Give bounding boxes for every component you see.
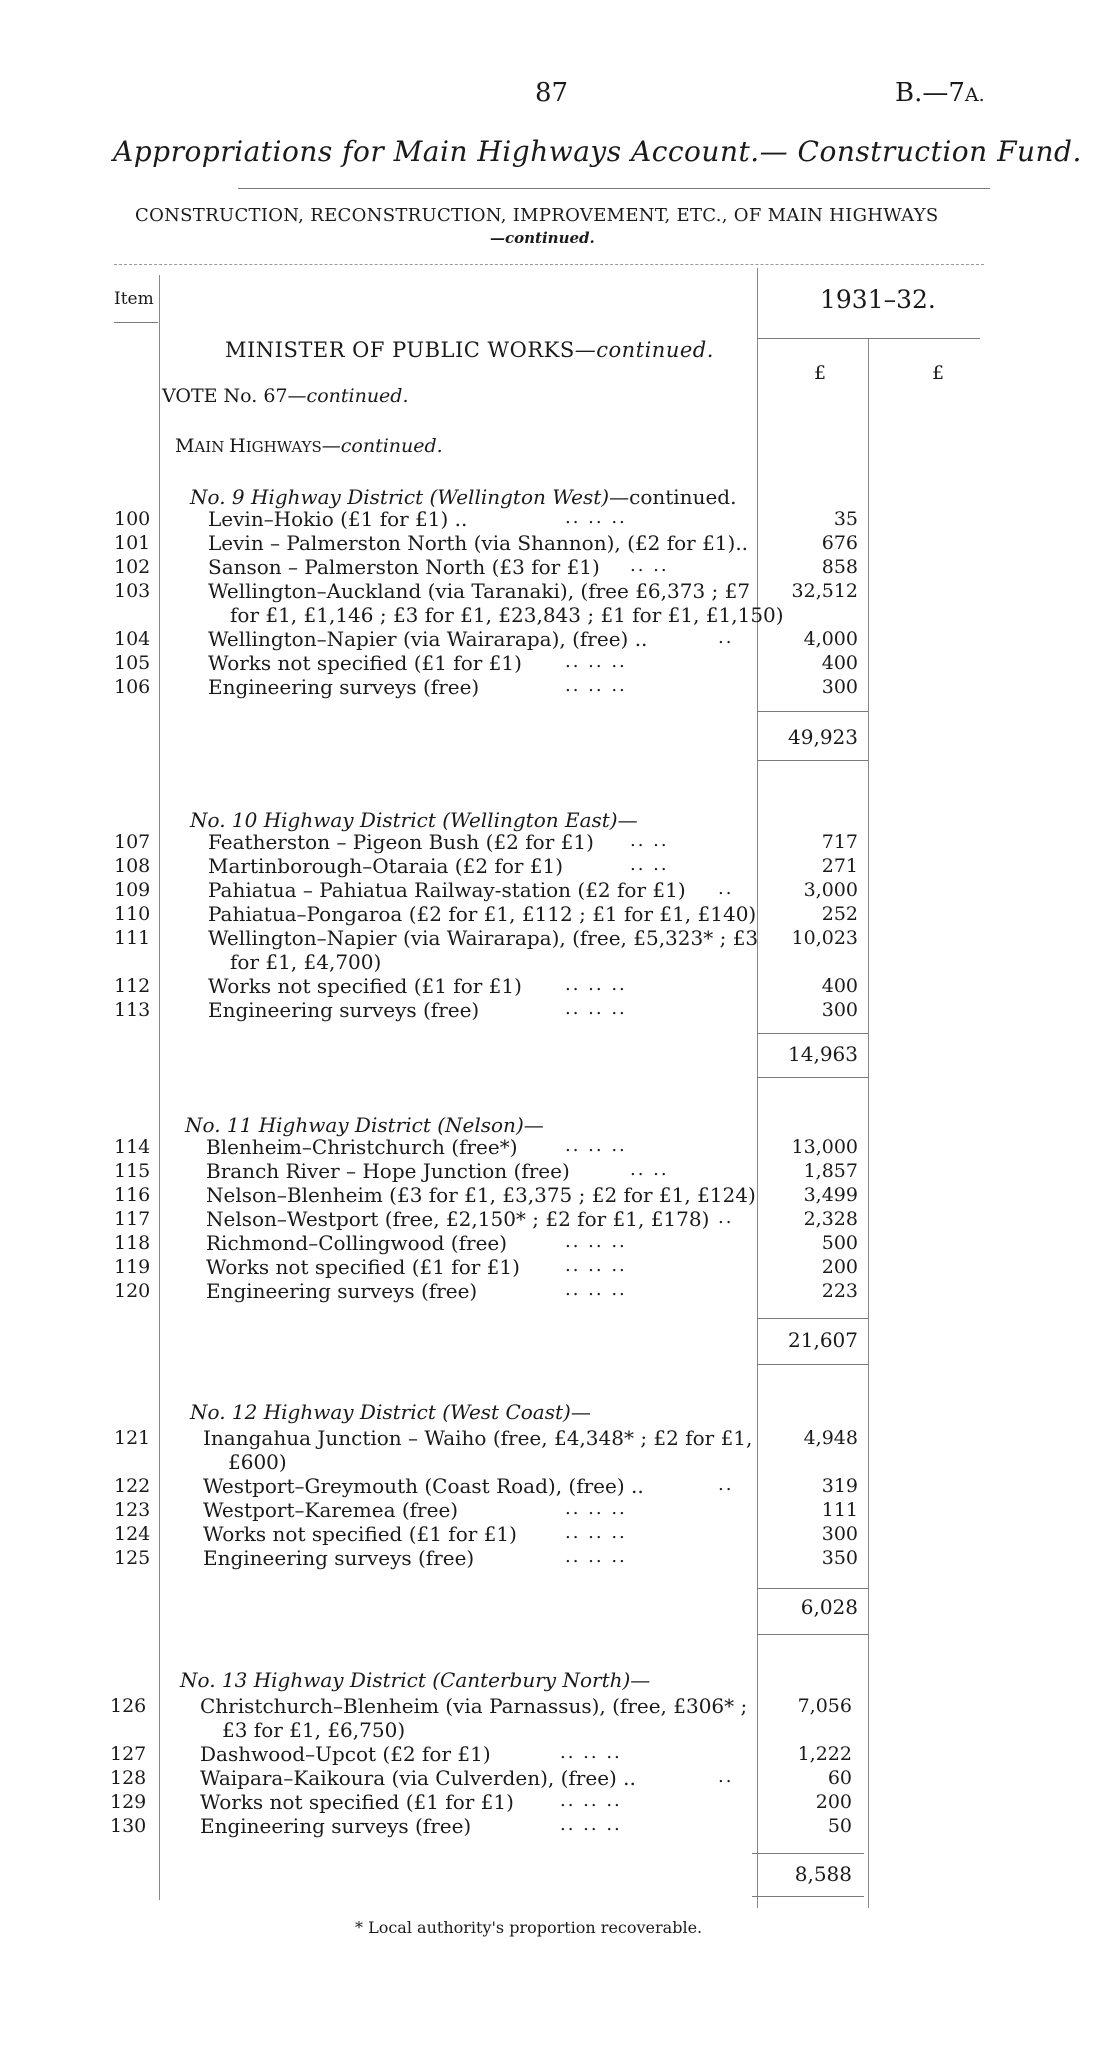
leader-dots: .. .. ..: [565, 1279, 627, 1300]
item-amount: 200: [815, 1791, 852, 1813]
document-reference-main: B.—7: [895, 78, 965, 108]
leader-dots: .. .. ..: [565, 1498, 627, 1519]
item-label: Christchurch–Blenheim (via Parnassus), (free, £306* ;: [200, 1694, 748, 1718]
item-label-continuation: £3 for £1, £6,750): [222, 1718, 406, 1742]
district-name: No. 11 Highway District (Nelson): [185, 1113, 524, 1137]
district-heading: [190, 1400, 591, 1424]
item-number: 107: [114, 831, 151, 853]
district-total: 6,028: [800, 1595, 858, 1619]
title-rule: [238, 188, 990, 189]
item-amount: 1,222: [797, 1743, 852, 1765]
item-label: Engineering surveys (free): [206, 1279, 478, 1303]
leader-dots: .. .. ..: [565, 1231, 627, 1252]
minister-name: MINISTER OF PUBLIC WORKS: [225, 338, 575, 362]
leader-dots: .. ..: [630, 830, 669, 851]
item-number: 100: [114, 508, 151, 530]
vote-continued: —continued.: [287, 385, 409, 407]
item-number: 103: [114, 580, 151, 602]
item-number: 115: [114, 1160, 151, 1182]
item-number: 113: [114, 999, 151, 1021]
leader-dots: ..: [718, 1207, 734, 1228]
amount-column-left-divider: [757, 268, 758, 1908]
item-label: Levin–Hokio (£1 for £1) ..: [208, 507, 468, 531]
item-label: Wellington–Auckland (via Taranaki), (free £6,373 ; £7: [208, 579, 751, 603]
district-total: 14,963: [788, 1042, 858, 1066]
item-amount: 1,857: [803, 1160, 858, 1182]
item-amount: 300: [821, 676, 858, 698]
section-subtitle-continued: —continued.: [490, 229, 595, 247]
item-amount: 252: [821, 903, 858, 925]
district-heading-suffix: —continued.: [609, 485, 737, 509]
district-total: 21,607: [788, 1328, 858, 1352]
document-reference-suffix: A.: [964, 84, 985, 106]
leader-dots: .. .. ..: [565, 675, 627, 696]
item-number: 105: [114, 652, 151, 674]
main-highways-heading: [175, 435, 443, 457]
item-number: 111: [114, 927, 151, 949]
item-label: Works not specified (£1 for £1): [208, 651, 522, 675]
district-heading-suffix: —: [570, 1400, 591, 1424]
item-amount: 676: [821, 532, 858, 554]
item-label-continuation: £600): [228, 1450, 287, 1474]
main-highways-ighways: IGHWAYS: [245, 438, 322, 456]
total-rule: [757, 1634, 868, 1635]
item-amount: 3,499: [803, 1184, 858, 1206]
district-heading: [185, 1113, 544, 1137]
item-amount: 10,023: [791, 927, 858, 949]
leader-dots: .. .. ..: [565, 998, 627, 1019]
currency-label-1: £: [814, 362, 827, 384]
leader-dots: .. .. ..: [560, 1814, 622, 1835]
district-heading-suffix: —: [523, 1113, 544, 1137]
leader-dots: .. .. ..: [565, 651, 627, 672]
district-total: 49,923: [788, 725, 858, 749]
item-label: Wellington–Napier (via Wairarapa), (free) ..: [208, 627, 648, 651]
vote-heading: [162, 385, 409, 407]
item-number: 106: [114, 676, 151, 698]
item-number: 120: [114, 1280, 151, 1302]
item-amount: 4,948: [803, 1427, 858, 1449]
item-label: Richmond–Collingwood (free): [206, 1231, 508, 1255]
item-number: 124: [114, 1523, 151, 1545]
item-number: 110: [114, 903, 151, 925]
district-heading-suffix: —: [617, 808, 638, 832]
item-number: 127: [110, 1743, 147, 1765]
district-name: No. 9 Highway District (Wellington West): [190, 485, 610, 509]
item-amount: 350: [821, 1547, 858, 1569]
item-number: 118: [114, 1232, 151, 1254]
leader-dots: ..: [718, 1474, 734, 1495]
leader-dots: .. ..: [630, 1159, 669, 1180]
item-number: 123: [114, 1499, 151, 1521]
main-highways-m: M: [175, 435, 195, 457]
item-label: Nelson–Blenheim (£3 for £1, £3,375 ; £2 for £1, £124): [206, 1183, 756, 1207]
item-number: 108: [114, 855, 151, 877]
subtotal-rule: [757, 1588, 868, 1589]
item-amount: 3,000: [803, 879, 858, 901]
item-number: 126: [110, 1695, 147, 1717]
leader-dots: .. ..: [630, 854, 669, 875]
leader-dots: .. .. ..: [565, 1522, 627, 1543]
item-label-continuation: for £1, £4,700): [230, 950, 382, 974]
subtotal-rule: [757, 1033, 868, 1034]
leader-dots: .. .. ..: [565, 1546, 627, 1567]
item-label: Dashwood–Upcot (£2 for £1): [200, 1742, 491, 1766]
total-rule: [757, 1077, 868, 1078]
item-column-header: Item: [114, 289, 154, 309]
item-amount: 300: [821, 999, 858, 1021]
item-label: Levin – Palmerston North (via Shannon), (£2 for £1)..: [208, 531, 749, 555]
district-heading: [190, 808, 638, 832]
item-number: 101: [114, 532, 151, 554]
subtotal-rule: [752, 1853, 864, 1854]
item-amount: 319: [821, 1475, 858, 1497]
minister-continued: —continued.: [574, 338, 714, 362]
item-number: 114: [114, 1136, 151, 1158]
item-amount: 200: [821, 1256, 858, 1278]
item-amount: 717: [821, 831, 858, 853]
total-rule: [757, 760, 868, 761]
item-number: 128: [110, 1767, 147, 1789]
district-heading: [180, 1668, 650, 1692]
document-reference: [895, 78, 985, 108]
item-number: 125: [114, 1547, 151, 1569]
leader-dots: .. .. ..: [560, 1790, 622, 1811]
currency-label-2: £: [932, 362, 945, 384]
total-rule: [757, 1364, 868, 1365]
item-number: 109: [114, 879, 151, 901]
item-amount: 35: [833, 508, 858, 530]
leader-dots: ..: [718, 627, 734, 648]
item-amount: 32,512: [791, 580, 858, 602]
item-label: Engineering surveys (free): [208, 998, 480, 1022]
page-title: Appropriations for Main Highways Account.— Construction Fund.: [113, 135, 1082, 168]
item-label: Featherston – Pigeon Bush (£2 for £1): [208, 830, 594, 854]
item-label: Engineering surveys (free): [200, 1814, 472, 1838]
item-label: Inangahua Junction – Waiho (free, £4,348* ; £2 for £1,: [203, 1426, 753, 1450]
leader-dots: ..: [718, 878, 734, 899]
district-name: No. 12 Highway District (West Coast): [190, 1400, 571, 1424]
item-number: 116: [114, 1184, 151, 1206]
item-label: Westport–Greymouth (Coast Road), (free) ..: [203, 1474, 644, 1498]
item-column-divider: [159, 275, 160, 1900]
item-number: 129: [110, 1791, 147, 1813]
leader-dots: .. ..: [630, 555, 669, 576]
item-label: Engineering surveys (free): [208, 675, 480, 699]
item-number: 112: [114, 975, 151, 997]
item-header-rule: [114, 322, 158, 323]
subtotal-rule: [757, 711, 868, 712]
item-amount: 60: [827, 1767, 852, 1789]
item-amount: 858: [821, 556, 858, 578]
district-heading-suffix: —: [630, 1668, 651, 1692]
district-name: No. 10 Highway District (Wellington East): [190, 808, 618, 832]
item-label: Works not specified (£1 for £1): [208, 974, 522, 998]
item-number: 104: [114, 628, 151, 650]
item-amount: 111: [821, 1499, 858, 1521]
item-label: Westport–Karemea (free): [203, 1498, 459, 1522]
item-number: 130: [110, 1815, 147, 1837]
item-amount: 2,328: [803, 1208, 858, 1230]
leader-dots: .. .. ..: [565, 507, 627, 528]
item-amount: 13,000: [791, 1136, 858, 1158]
vote-number: VOTE No. 67: [162, 385, 288, 407]
district-name: No. 13 Highway District (Canterbury North): [180, 1668, 631, 1692]
item-label-continuation: for £1, £1,146 ; £3 for £1, £23,843 ; £1 for £1, £1,150): [230, 603, 784, 627]
item-label: Blenheim–Christchurch (free*): [206, 1135, 518, 1159]
item-amount: 7,056: [797, 1695, 852, 1717]
minister-heading: [225, 338, 714, 362]
year-column-header: 1931–32.: [820, 285, 936, 314]
item-label: Engineering surveys (free): [203, 1546, 475, 1570]
leader-dots: .. .. ..: [565, 1135, 627, 1156]
item-label: Works not specified (£1 for £1): [203, 1522, 517, 1546]
item-amount: 400: [821, 975, 858, 997]
item-number: 119: [114, 1256, 151, 1278]
item-amount: 50: [827, 1815, 852, 1837]
leader-dots: .. .. ..: [565, 974, 627, 995]
leader-dots: .. .. ..: [565, 1255, 627, 1276]
item-label: Wellington–Napier (via Wairarapa), (free, £5,323* ; £3: [208, 926, 759, 950]
page-number: 87: [535, 78, 569, 108]
leader-dots: ..: [718, 1766, 734, 1787]
item-label: Works not specified (£1 for £1): [200, 1790, 514, 1814]
footnote: * Local authority's proportion recoverable.: [355, 1918, 703, 1937]
item-label: Branch River – Hope Junction (free): [206, 1159, 570, 1183]
item-label: Sanson – Palmerston North (£3 for £1): [208, 555, 600, 579]
item-number: 117: [114, 1208, 151, 1230]
main-highways-continued: —continued.: [321, 435, 443, 457]
item-label: Martinborough–Otaraia (£2 for £1): [208, 854, 564, 878]
item-number: 121: [114, 1427, 151, 1449]
item-label: Nelson–Westport (free, £2,150* ; £2 for £1, £178): [206, 1207, 710, 1231]
item-amount: 271: [821, 855, 858, 877]
item-label: Pahiatua–Pongaroa (£2 for £1, £112 ; £1 for £1, £140): [208, 902, 757, 926]
section-subtitle: CONSTRUCTION, RECONSTRUCTION, IMPROVEMENT, ETC., OF MAIN HIGHWAYS: [135, 205, 939, 226]
main-highways-h: H: [229, 435, 246, 457]
item-amount: 400: [821, 652, 858, 674]
year-header-rule: [757, 338, 980, 339]
leader-dots: .. .. ..: [560, 1742, 622, 1763]
item-amount: 500: [821, 1232, 858, 1254]
header-rule: [114, 264, 984, 265]
item-label: Works not specified (£1 for £1): [206, 1255, 520, 1279]
district-heading: [190, 485, 736, 509]
item-number: 102: [114, 556, 151, 578]
amount-column-mid-divider: [868, 338, 869, 1908]
item-label: Pahiatua – Pahiatua Railway-station (£2 for £1): [208, 878, 686, 902]
item-amount: 223: [821, 1280, 858, 1302]
item-amount: 4,000: [803, 628, 858, 650]
district-total: 8,588: [794, 1862, 852, 1886]
main-highways-ain: AIN: [194, 438, 230, 456]
subtotal-rule: [757, 1318, 868, 1319]
total-rule: [752, 1896, 864, 1897]
item-amount: 300: [821, 1523, 858, 1545]
item-label: Waipara–Kaikoura (via Culverden), (free) ..: [200, 1766, 636, 1790]
item-number: 122: [114, 1475, 151, 1497]
